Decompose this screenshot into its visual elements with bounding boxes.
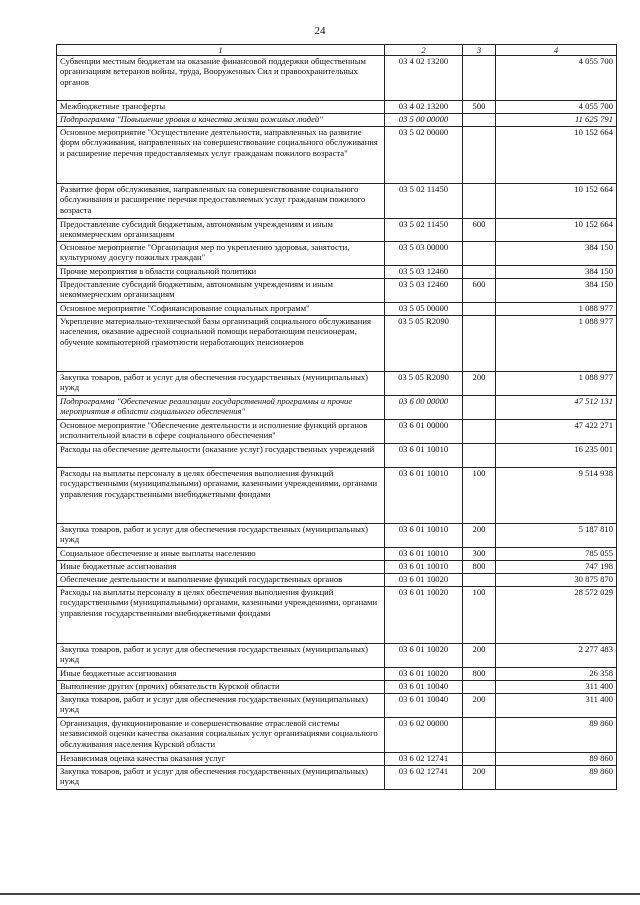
table-row bbox=[57, 242, 617, 266]
header-col-1: 1 bbox=[57, 45, 385, 56]
table-row bbox=[57, 303, 617, 316]
row-code: 03 5 02 00000 bbox=[385, 127, 463, 184]
table-row bbox=[57, 681, 617, 694]
row-code: 03 6 01 10010 bbox=[385, 548, 463, 561]
page-bottom-rule bbox=[0, 893, 640, 895]
row-description: Основное мероприятие "Организация мер по укреплению здоровья, занятости, культурному досугу пожилых граждан" bbox=[57, 242, 385, 266]
row-expense-type: 600 bbox=[463, 219, 496, 242]
row-expense-type: 200 bbox=[463, 372, 496, 396]
header-col-4: 4 bbox=[496, 45, 617, 56]
row-expense-type bbox=[463, 56, 496, 101]
row-amount: 4 055 700 bbox=[496, 56, 617, 101]
row-code: 03 6 01 10020 bbox=[385, 644, 463, 668]
row-expense-type: 200 bbox=[463, 524, 496, 548]
row-code: 03 6 00 00000 bbox=[385, 396, 463, 420]
row-amount: 47 512 131 bbox=[496, 396, 617, 420]
row-amount: 5 187 810 bbox=[496, 524, 617, 548]
row-code: 03 6 02 00000 bbox=[385, 718, 463, 753]
row-code: 03 6 01 10010 bbox=[385, 561, 463, 574]
row-code: 03 4 02 13200 bbox=[385, 101, 463, 114]
row-expense-type bbox=[463, 316, 496, 372]
row-code: 03 4 02 13200 bbox=[385, 56, 463, 101]
table-row bbox=[57, 279, 617, 303]
table-row bbox=[57, 372, 617, 396]
row-amount: 11 625 791 bbox=[496, 114, 617, 127]
row-amount: 26 358 bbox=[496, 668, 617, 681]
table-row bbox=[57, 753, 617, 766]
page-number: 24 bbox=[314, 25, 326, 37]
header-col-2: 2 bbox=[385, 45, 463, 56]
table-row bbox=[57, 644, 617, 668]
row-amount: 89 860 bbox=[496, 753, 617, 766]
row-description: Подпрограмма "Обеспечение реализации государственной программы и прочие мероприятия в области социального обеспечения" bbox=[57, 396, 385, 420]
row-description: Закупка товаров, работ и услуг для обеспечения государственных (муниципальных) нужд bbox=[57, 524, 385, 548]
row-expense-type bbox=[463, 718, 496, 753]
row-description: Расходы на выплаты персоналу в целях обеспечения выполнения функций государственными (муниципальными) органами, казенными учреждениями, органами управления государственными внебюджетными фондами bbox=[57, 587, 385, 644]
row-expense-type: 100 bbox=[463, 587, 496, 644]
row-amount: 47 422 271 bbox=[496, 420, 617, 444]
row-amount: 2 277 483 bbox=[496, 644, 617, 668]
row-expense-type bbox=[463, 753, 496, 766]
row-code: 03 6 01 10010 bbox=[385, 524, 463, 548]
row-amount: 1 088 977 bbox=[496, 316, 617, 372]
row-description: Иные бюджетные ассигнования bbox=[57, 561, 385, 574]
row-code: 03 5 02 11450 bbox=[385, 219, 463, 242]
table-row bbox=[57, 574, 617, 587]
table-row bbox=[57, 561, 617, 574]
row-amount: 384 150 bbox=[496, 242, 617, 266]
row-amount: 1 088 977 bbox=[496, 303, 617, 316]
row-amount: 28 572 029 bbox=[496, 587, 617, 644]
table-row bbox=[57, 766, 617, 790]
row-description: Предоставление субсидий бюджетным, автономным учреждениям и иным некоммерческим организациям bbox=[57, 279, 385, 303]
row-description: Обеспечение деятельности и выполнение функций государственных органов bbox=[57, 574, 385, 587]
row-code: 03 6 01 10020 bbox=[385, 587, 463, 644]
row-description: Социальное обеспечение и иные выплаты населению bbox=[57, 548, 385, 561]
row-amount: 311 400 bbox=[496, 681, 617, 694]
row-expense-type: 800 bbox=[463, 561, 496, 574]
row-description: Закупка товаров, работ и услуг для обеспечения государственных (муниципальных) нужд bbox=[57, 372, 385, 396]
row-description: Предоставление субсидий бюджетным, автономным учреждениям и иным некоммерческим организациям bbox=[57, 219, 385, 242]
table-row bbox=[57, 420, 617, 444]
row-expense-type bbox=[463, 681, 496, 694]
table-row bbox=[57, 266, 617, 279]
row-expense-type: 600 bbox=[463, 279, 496, 303]
row-amount: 384 150 bbox=[496, 266, 617, 279]
row-expense-type: 200 bbox=[463, 766, 496, 790]
row-code: 03 6 01 10020 bbox=[385, 668, 463, 681]
table-row bbox=[57, 316, 617, 372]
row-description: Организация, функционирование и совершенствование отраслевой системы независимой оценки качества оказания социальных услуг организациями социального обслуживания населения Курской области bbox=[57, 718, 385, 753]
table-row bbox=[57, 524, 617, 548]
row-code: 03 5 02 11450 bbox=[385, 184, 463, 219]
row-amount: 10 152 664 bbox=[496, 184, 617, 219]
row-amount: 89 860 bbox=[496, 718, 617, 753]
row-code: 03 5 00 00000 bbox=[385, 114, 463, 127]
row-code: 03 5 03 12460 bbox=[385, 266, 463, 279]
row-description: Укрепление материально-технической базы организаций социального обслуживания населения, оказание адресной социальной помощи неработающим пенсионерам, обучение компьютерной грамотности неработающих пенсионеров bbox=[57, 316, 385, 372]
table-row bbox=[57, 396, 617, 420]
row-description: Основное мероприятие "Софинансирование социальных программ" bbox=[57, 303, 385, 316]
row-description: Закупка товаров, работ и услуг для обеспечения государственных (муниципальных) нужд bbox=[57, 766, 385, 790]
table-row bbox=[57, 127, 617, 184]
row-amount: 4 055 700 bbox=[496, 101, 617, 114]
row-code: 03 6 01 10010 bbox=[385, 468, 463, 524]
row-code: 03 5 05 00000 bbox=[385, 303, 463, 316]
row-expense-type: 100 bbox=[463, 468, 496, 524]
row-code: 03 5 05 R2090 bbox=[385, 372, 463, 396]
table-row bbox=[57, 548, 617, 561]
row-amount: 384 150 bbox=[496, 279, 617, 303]
row-expense-type bbox=[463, 420, 496, 444]
row-code: 03 6 01 10040 bbox=[385, 681, 463, 694]
row-description: Независимая оценка качества оказания услуг bbox=[57, 753, 385, 766]
row-amount: 30 875 870 bbox=[496, 574, 617, 587]
row-expense-type bbox=[463, 242, 496, 266]
row-code: 03 5 03 12460 bbox=[385, 279, 463, 303]
row-description: Закупка товаров, работ и услуг для обеспечения государственных (муниципальных) нужд bbox=[57, 694, 385, 718]
table-body bbox=[57, 45, 617, 790]
row-expense-type bbox=[463, 184, 496, 219]
table-row bbox=[57, 114, 617, 127]
row-expense-type bbox=[463, 127, 496, 184]
row-amount: 1 088 977 bbox=[496, 372, 617, 396]
table-row bbox=[57, 468, 617, 524]
row-description: Прочие мероприятия в области социальной политики bbox=[57, 266, 385, 279]
row-code: 03 6 01 10040 bbox=[385, 694, 463, 718]
row-description: Подпрограмма "Повышение уровня и качества жизни пожилых людей" bbox=[57, 114, 385, 127]
table-header-row bbox=[57, 45, 617, 56]
row-amount: 311 400 bbox=[496, 694, 617, 718]
row-description: Выполнение других (прочих) обязательств Курской области bbox=[57, 681, 385, 694]
row-expense-type: 200 bbox=[463, 644, 496, 668]
row-expense-type bbox=[463, 114, 496, 127]
row-code: 03 5 05 R2090 bbox=[385, 316, 463, 372]
table-row bbox=[57, 219, 617, 242]
table-row bbox=[57, 694, 617, 718]
row-amount: 747 198 bbox=[496, 561, 617, 574]
budget-table bbox=[56, 44, 617, 790]
row-description: Закупка товаров, работ и услуг для обеспечения государственных (муниципальных) нужд bbox=[57, 644, 385, 668]
row-code: 03 6 01 10020 bbox=[385, 574, 463, 587]
row-expense-type: 500 bbox=[463, 101, 496, 114]
row-description: Расходы на выплаты персоналу в целях обеспечения выполнения функций государственными (муниципальными) органами, казенными учреждениями, органами управления государственными внебюджетными фондами bbox=[57, 468, 385, 524]
row-description: Развитие форм обслуживания, направленных на совершенствование социального обслуживания и расширение перечня предоставляемых услуг гражданам пожилого возраста bbox=[57, 184, 385, 219]
table-row bbox=[57, 718, 617, 753]
table-row bbox=[57, 668, 617, 681]
row-amount: 89 860 bbox=[496, 766, 617, 790]
table-row bbox=[57, 184, 617, 219]
table-row bbox=[57, 587, 617, 644]
row-expense-type bbox=[463, 303, 496, 316]
row-description: Межбюджетные трансферты bbox=[57, 101, 385, 114]
row-description: Основное мероприятие "Обеспечение деятельности и исполнение функций органов исполнительной власти в сфере социального обеспечения" bbox=[57, 420, 385, 444]
row-code: 03 6 01 10010 bbox=[385, 444, 463, 468]
row-code: 03 6 02 12741 bbox=[385, 753, 463, 766]
row-expense-type: 800 bbox=[463, 668, 496, 681]
row-amount: 10 152 664 bbox=[496, 127, 617, 184]
table-row bbox=[57, 101, 617, 114]
row-description: Субвенции местным бюджетам на оказание финансовой поддержки общественным организациям ветеранов войны, труда, Вооруженных Сил и правоохранительных органов bbox=[57, 56, 385, 101]
row-amount: 9 514 938 bbox=[496, 468, 617, 524]
row-code: 03 6 01 00000 bbox=[385, 420, 463, 444]
row-expense-type bbox=[463, 444, 496, 468]
row-description: Иные бюджетные ассигнования bbox=[57, 668, 385, 681]
row-amount: 16 235 001 bbox=[496, 444, 617, 468]
row-description: Расходы на обеспечение деятельности (оказание услуг) государственных учреждений bbox=[57, 444, 385, 468]
row-amount: 785 055 bbox=[496, 548, 617, 561]
table-row bbox=[57, 56, 617, 101]
row-expense-type bbox=[463, 396, 496, 420]
row-expense-type bbox=[463, 574, 496, 587]
row-code: 03 6 02 12741 bbox=[385, 766, 463, 790]
row-expense-type: 300 bbox=[463, 548, 496, 561]
row-amount: 10 152 664 bbox=[496, 219, 617, 242]
table-row bbox=[57, 444, 617, 468]
header-col-3: 3 bbox=[463, 45, 496, 56]
row-description: Основное мероприятие "Осуществление деятельности, направленных на развитие форм обслуживания, направленных на совершенствование социального обслуживания и расширение перечня предоставляемых услуг гражданам пожилого возраста" bbox=[57, 127, 385, 184]
row-expense-type bbox=[463, 266, 496, 279]
row-code: 03 5 03 00000 bbox=[385, 242, 463, 266]
row-expense-type: 200 bbox=[463, 694, 496, 718]
